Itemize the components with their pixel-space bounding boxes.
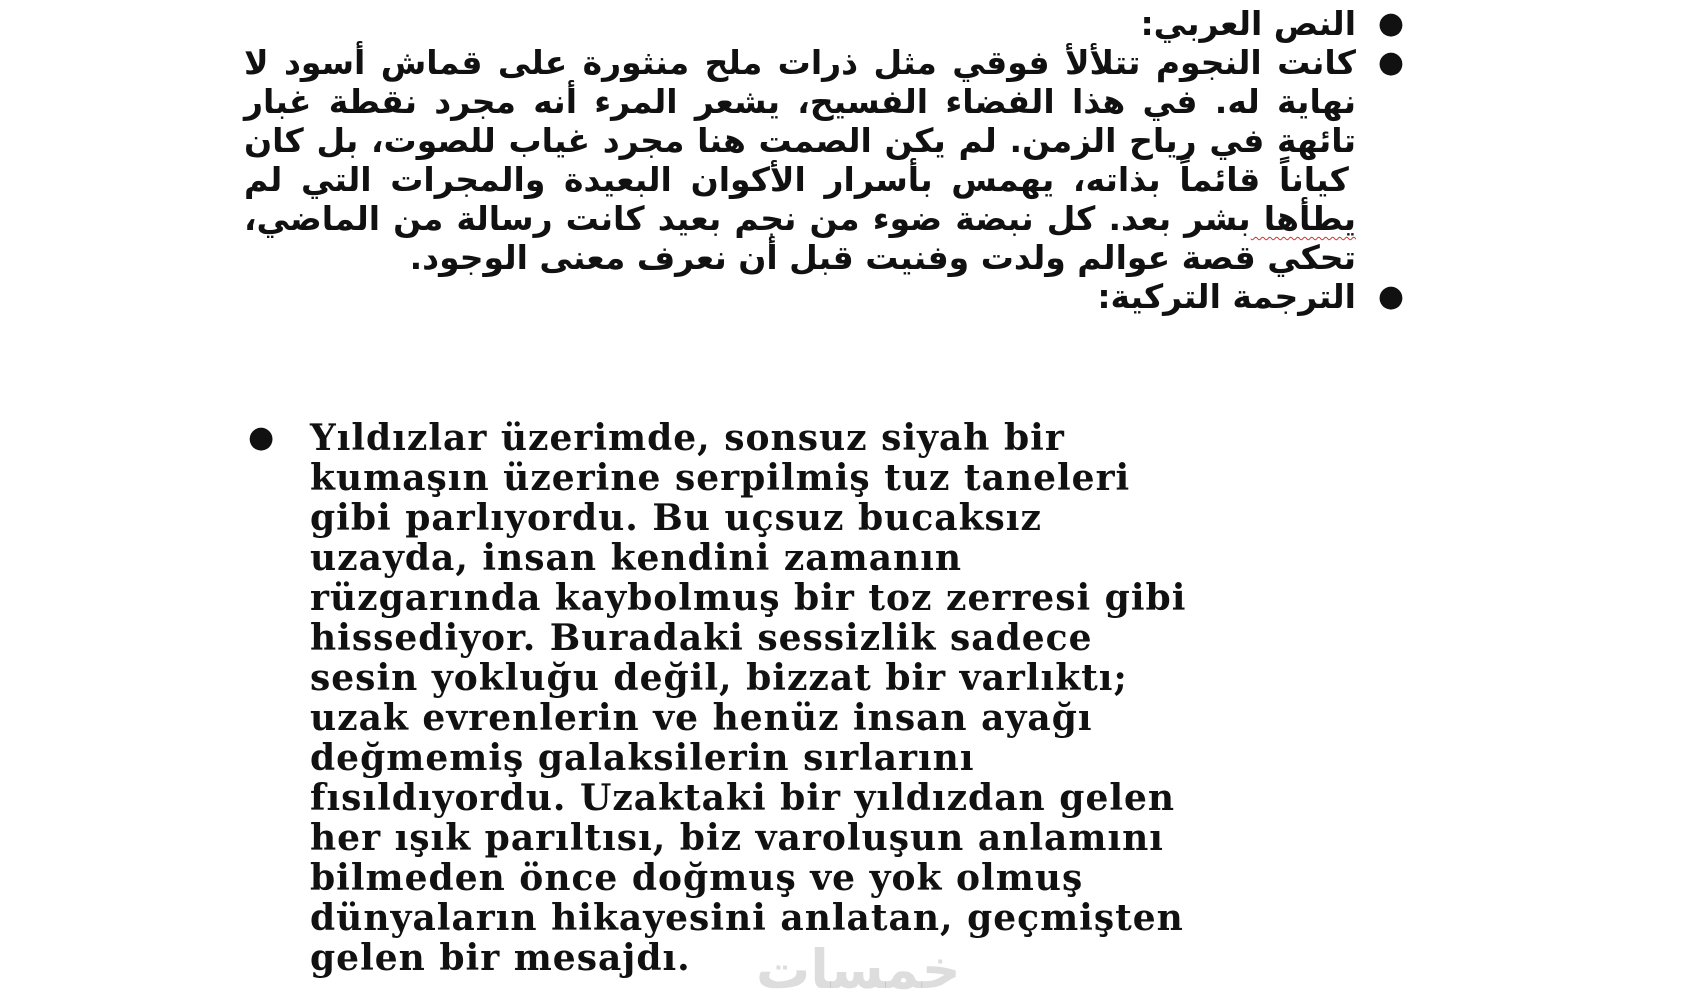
turkish-line: her ışık parıltısı, biz varoluşun anlamını — [310, 817, 1164, 859]
arabic-line: بشر بعد. كل نبضة ضوء من نجم بعيد — [644, 199, 1251, 238]
turkish-paragraph-item — [248, 418, 1548, 978]
bullet-icon: ● — [1377, 6, 1404, 41]
turkish-section — [248, 418, 1548, 978]
bullet-icon: ● — [1377, 45, 1404, 80]
arabic-section — [244, 4, 1404, 316]
arabic-paragraph-item — [244, 43, 1404, 277]
turkish-line: kumaşın üzerine serpilmiş tuz taneleri — [310, 457, 1131, 499]
turkish-paragraph — [310, 418, 1548, 978]
turkish-line: uzayda, insan kendini zamanın — [310, 537, 963, 579]
arabic-line: يكن الصمت هنا مجرد غياب للصوت، بل كان كياناً — [244, 121, 1349, 199]
spellcheck-flagged-word[interactable]: يطأها — [1250, 199, 1356, 238]
turkish-line: uzak evrenlerin ve henüz insan ayağı — [310, 697, 1093, 739]
turkish-line: gibi parlıyordu. Bu uçsuz bucaksız — [310, 497, 1042, 539]
turkish-line: fısıldıyordu. Uzaktaki bir yıldızdan gelen — [310, 777, 1176, 819]
arabic-line: قائماً بذاته، يهمس بأسرار الأكوان البعيدة والمجرات — [371, 160, 1261, 199]
bullet-icon: ● — [1377, 279, 1404, 314]
arabic-line: كانت رسالة من الماضي، تحكي قصة عوالم ولدت — [244, 199, 1356, 277]
arabic-line: التي لم — [244, 160, 372, 199]
turkish-line: hissediyor. Buradaki sessizlik sadece — [310, 617, 1093, 659]
arabic-line: قماش أسود لا نهاية له. في هذا الفضاء الفسيح، يشعر — [244, 43, 1357, 121]
turkish-line: gelen bir mesajdı. — [310, 937, 691, 979]
turkish-line: Yıldızlar üzerimde, sonsuz siyah bir — [310, 417, 1065, 459]
turkish-line: rüzgarında kaybolmuş bir toz zerresi gibi — [310, 577, 1187, 619]
turkish-line: değmemiş galaksilerin sırlarını — [310, 737, 975, 779]
turkish-line: sesin yokluğu değil, bizzat bir varlıktı; — [310, 657, 1128, 699]
translation-heading-item — [244, 277, 1404, 316]
arabic-line: كانت النجوم تتلألأ فوقي مثل ذرات ملح منثورة على — [482, 43, 1356, 82]
arabic-line: المرء أنه مجرد نقطة غبار تائهة في رياح الزمن. لم — [244, 82, 1357, 160]
arabic-line: وفنيت قبل أن نعرف معنى الوجود. — [409, 238, 970, 277]
bullet-icon: ● — [248, 420, 276, 455]
arabic-heading-item — [244, 4, 1404, 43]
turkish-line: dünyaların hikayesini anlatan, geçmişten — [310, 897, 1184, 939]
arabic-paragraph — [244, 43, 1356, 277]
turkish-line: bilmeden önce doğmuş ve yok olmuş — [310, 857, 1084, 899]
translation-heading: الترجمة التركية: — [1097, 277, 1356, 316]
arabic-heading: النص العربي: — [1140, 4, 1356, 43]
watermark-logo: خمسات — [756, 938, 961, 1001]
